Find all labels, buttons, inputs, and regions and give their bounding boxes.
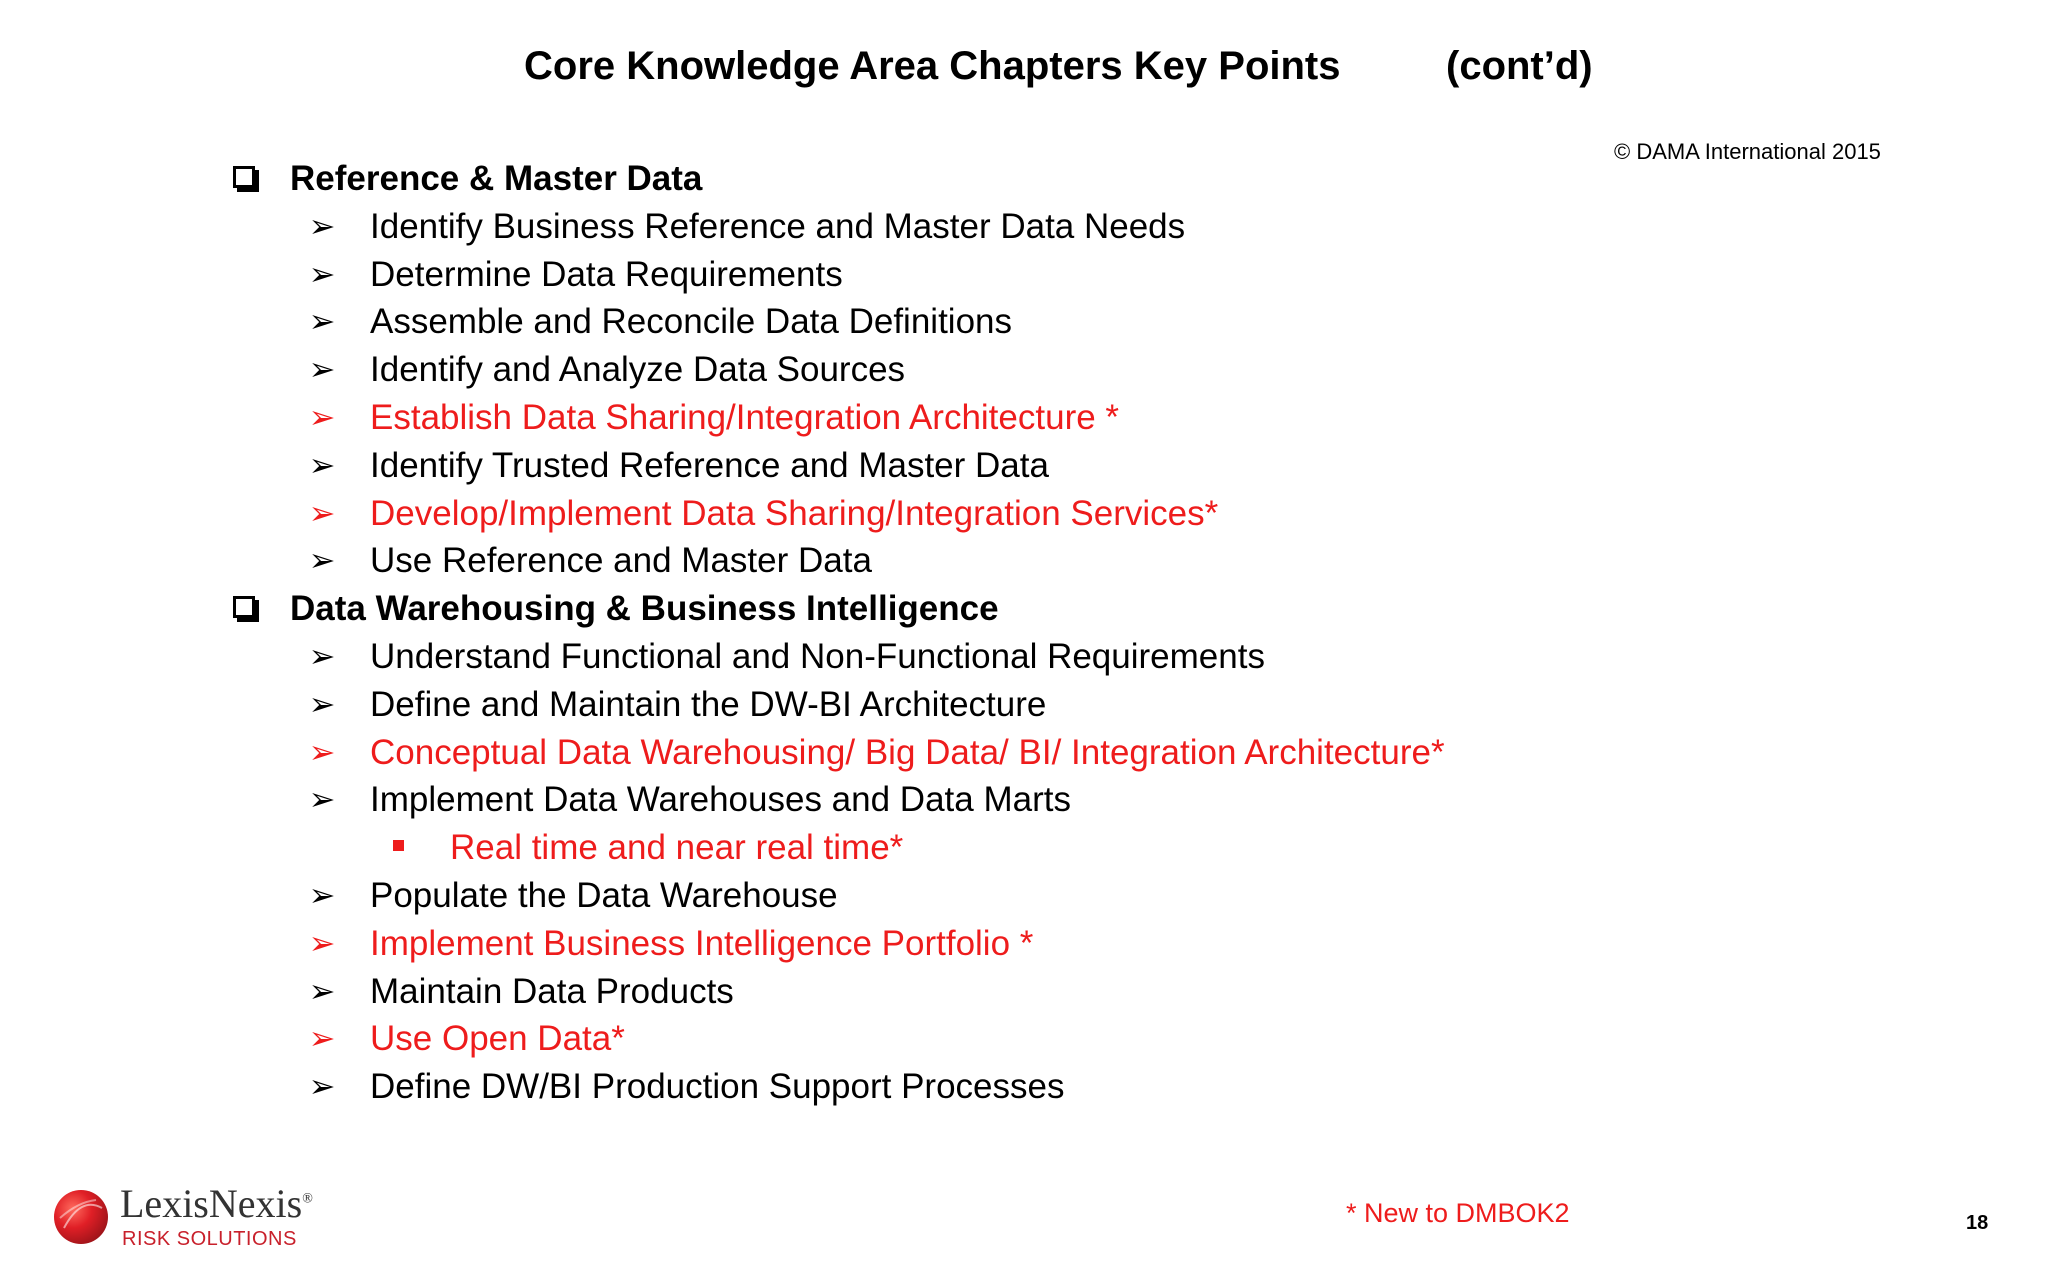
list-item [226, 490, 1926, 538]
list-item-text: Define DW/BI Production Support Processes [370, 1067, 1065, 1107]
section-heading [226, 155, 1926, 203]
checkbox-icon [233, 166, 255, 188]
list-item [226, 1063, 1926, 1111]
arrow-bullet-icon: ➢ [308, 924, 336, 961]
list-item [226, 681, 1926, 729]
list-item [226, 920, 1926, 968]
arrow-bullet-icon: ➢ [308, 876, 336, 913]
list-item [226, 1015, 1926, 1063]
list-item [226, 251, 1926, 299]
list-item [226, 729, 1926, 777]
list-item-text: Populate the Data Warehouse [370, 875, 838, 915]
slide-title-suffix: (cont’d) [1446, 44, 1593, 88]
list-item-text: Develop/Implement Data Sharing/Integration Services* [370, 493, 1219, 533]
logo-registered-mark: ® [302, 1191, 313, 1207]
list-item-text: Define and Maintain the DW-BI Architecture [370, 684, 1047, 724]
square-bullet-icon [384, 824, 412, 872]
arrow-bullet-icon: ➢ [308, 303, 336, 340]
list-item [226, 872, 1926, 920]
list-item-text: Real time and near real time* [450, 828, 904, 868]
list-item [226, 968, 1926, 1016]
list-item [226, 442, 1926, 490]
list-item [226, 346, 1926, 394]
list-item [226, 394, 1926, 442]
arrow-bullet-icon: ➢ [308, 542, 336, 579]
arrow-bullet-icon: ➢ [308, 446, 336, 483]
checkbox-bullet-icon [230, 585, 258, 633]
arrow-bullet-icon: ➢ [308, 1068, 336, 1105]
logo-subtitle: RISK SOLUTIONS [122, 1228, 297, 1250]
footnote: * New to DMBOK2 [1346, 1198, 1570, 1228]
square-icon [393, 840, 404, 851]
checkbox-icon [233, 596, 255, 618]
list-item-text: Use Reference and Master Data [370, 541, 872, 581]
list-item-text: Determine Data Requirements [370, 254, 843, 294]
list-item-text: Establish Data Sharing/Integration Architecture * [370, 397, 1120, 437]
logo-sphere-icon [52, 1188, 110, 1246]
arrow-bullet-icon: ➢ [308, 733, 336, 770]
arrow-bullet-icon: ➢ [308, 351, 336, 388]
list-item-text: Identify Business Reference and Master Data Needs [370, 206, 1186, 246]
copyright-notice: © DAMA International 2015 [1614, 139, 1881, 164]
section-heading-text: Reference & Master Data [290, 159, 703, 198]
arrow-bullet-icon: ➢ [308, 255, 336, 292]
list-item-text: Maintain Data Products [370, 971, 734, 1011]
list-item-text: Implement Data Warehouses and Data Marts [370, 780, 1071, 820]
list-item [226, 633, 1926, 681]
logo-wordmark: LexisNexis [120, 1181, 303, 1226]
list-item-text: Understand Functional and Non-Functional Requirements [370, 636, 1265, 676]
list-item-text: Identify and Analyze Data Sources [370, 350, 906, 390]
list-item-text: Identify Trusted Reference and Master Data [370, 445, 1049, 485]
sub-list-item [226, 824, 1926, 872]
list-item-text: Conceptual Data Warehousing/ Big Data/ BI/ Integration Architecture* [370, 732, 1445, 772]
list-item [226, 298, 1926, 346]
section-heading [226, 585, 1926, 633]
section-heading-text: Data Warehousing & Business Intelligence [290, 589, 999, 629]
lexisnexis-logo [52, 1181, 352, 1254]
slide-title: Core Knowledge Area Chapters Key Points [524, 44, 1341, 88]
bullet-list [226, 155, 1926, 1111]
arrow-bullet-icon: ➢ [308, 1020, 336, 1057]
arrow-bullet-icon: ➢ [308, 972, 336, 1009]
arrow-bullet-icon: ➢ [308, 207, 336, 244]
list-item-text: Assemble and Reconcile Data Definitions [370, 302, 1012, 342]
page-number: 18 [1966, 1212, 1989, 1234]
arrow-bullet-icon: ➢ [308, 398, 336, 435]
list-item [226, 537, 1926, 585]
checkbox-bullet-icon [230, 155, 258, 203]
logo-name [120, 1180, 313, 1227]
list-item-text: Implement Business Intelligence Portfolio * [370, 923, 1034, 963]
list-item [226, 776, 1926, 824]
arrow-bullet-icon: ➢ [308, 494, 336, 531]
list-item [226, 203, 1926, 251]
arrow-bullet-icon: ➢ [308, 685, 336, 722]
list-item-text: Use Open Data* [370, 1019, 625, 1059]
arrow-bullet-icon: ➢ [308, 637, 336, 674]
arrow-bullet-icon: ➢ [308, 781, 336, 818]
